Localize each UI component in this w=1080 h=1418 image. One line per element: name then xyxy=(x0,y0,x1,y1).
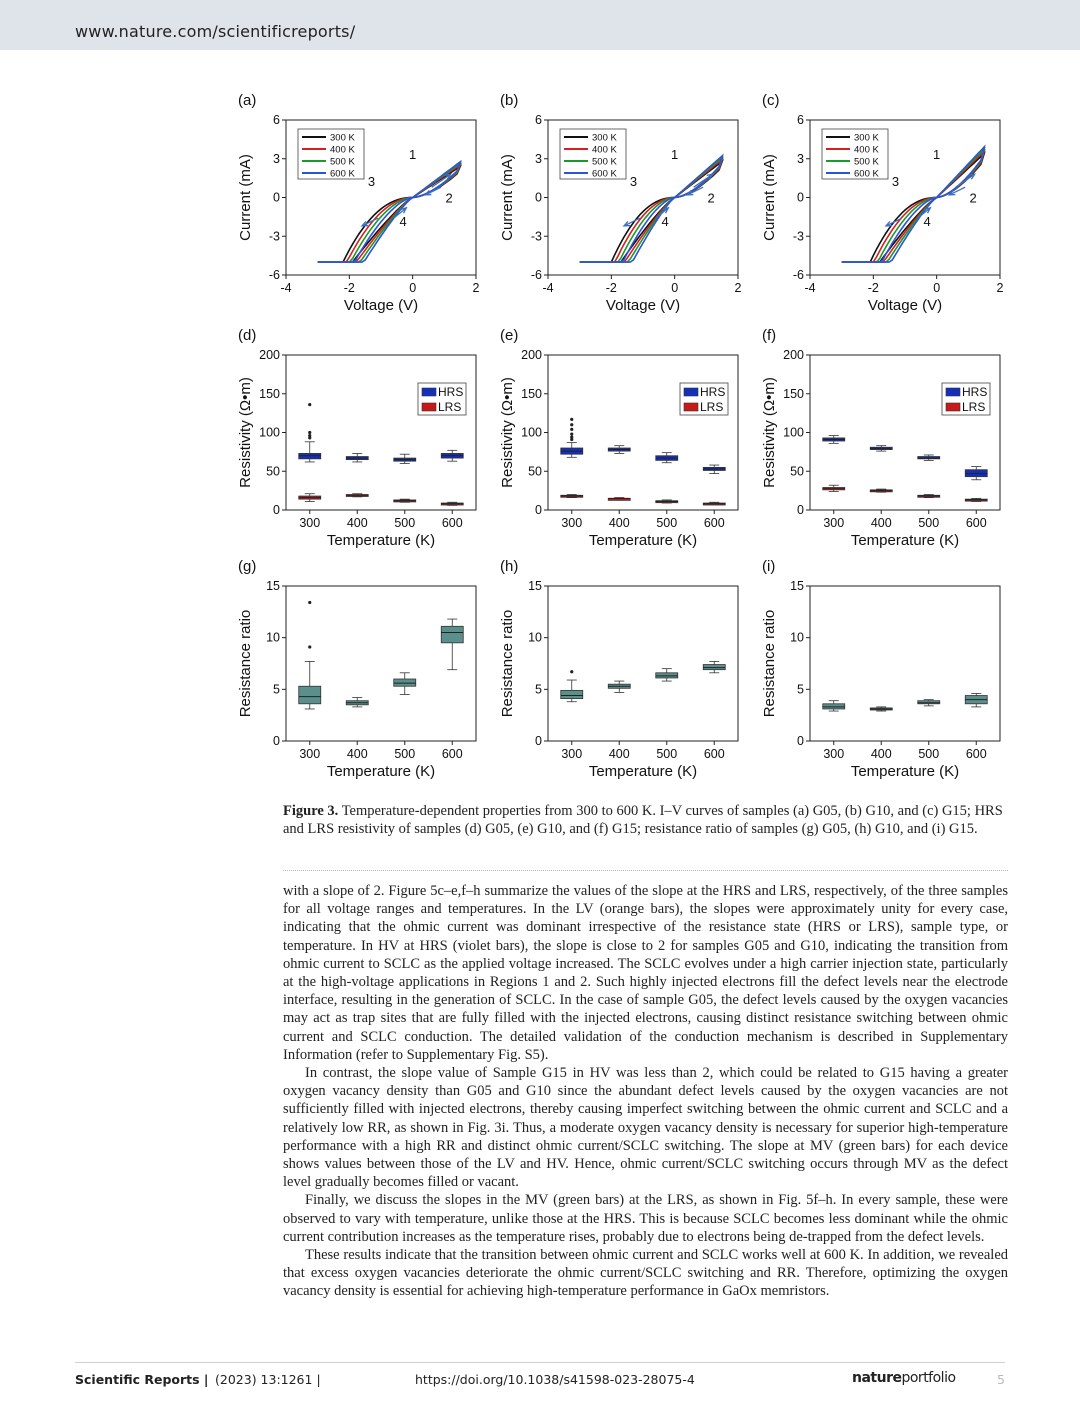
panel-label: (h) xyxy=(500,558,519,575)
box-iqr xyxy=(299,686,321,704)
legend-label: 400 K xyxy=(592,144,617,156)
x-axis-label: Temperature (K) xyxy=(588,763,698,780)
y-tick-label: 3 xyxy=(535,151,542,166)
chart-panel xyxy=(230,320,492,565)
y-tick-label: 50 xyxy=(528,464,542,479)
figure-caption xyxy=(283,802,1008,838)
x-tick-label: 400 xyxy=(346,747,368,761)
y-tick-label: 0 xyxy=(273,734,280,748)
box-iqr xyxy=(441,626,463,643)
region-label: 1 xyxy=(933,146,941,162)
chart-panel xyxy=(492,551,754,796)
legend-label: 500 K xyxy=(592,156,617,168)
x-tick-label: 300 xyxy=(823,747,845,761)
chart-panel xyxy=(230,551,492,796)
paragraph: with a slope of 2. Figure 5c–e,f–h summarize the values of the slope at the HRS and LRS, respectively, of the three samples for all voltage ranges and temperatures. In the LV (orange bars), the slopes were approximately unity for every case, indicating that the ohmic current was dominant irrespective of the resistance state (HRS or LRS), sample type, or temperature. In HV at HRS (violet bars), the slope is close to 2 for samples G05 and G10, indicating the transition from ohmic current to SCLC as the applied voltage increased. The SCLC evolves under a high carrier injection state, particularly at the high-voltage applications in Regions 1 and 2. Such highly injected electrons fill the defect levels near the electrode interface, resulting in the generation of SCLC. In the case of sample G05, the defect levels caused by the oxygen vacancies may act as trap sites that are fully filled with the injected electrons, causing distinct resistance switching between ohmic current and SCLC conduction. The detailed validation of the conduction mechanism is described in Supplementary Information (refer to Supplementary Fig. S5). xyxy=(283,883,1008,1063)
y-tick-label: -6 xyxy=(268,268,280,282)
y-tick-label: -6 xyxy=(530,268,542,282)
y-tick-label: 15 xyxy=(266,579,280,593)
x-tick-label: 500 xyxy=(918,516,940,530)
outlier-point xyxy=(308,436,311,439)
y-tick-label: 6 xyxy=(535,113,542,127)
x-tick-label: -4 xyxy=(542,281,554,295)
y-tick-label: 0 xyxy=(535,734,542,748)
x-tick-label: 400 xyxy=(870,516,892,530)
chart-panel xyxy=(754,551,1016,796)
legend-label: 500 K xyxy=(854,156,879,168)
paragraph: These results indicate that the transition between ohmic current and SCLC works well at 600 K. In addition, we revealed that excess oxygen vacancies deteriorate the ohmic current/SCLC switching and RR. Therefore, optimizing the oxygen vacancy density is essential for achieving high-temperature performance in GaOx memristors. xyxy=(283,1247,1008,1300)
y-tick-label: 5 xyxy=(535,682,542,697)
x-axis-label: Temperature (K) xyxy=(850,763,960,780)
legend xyxy=(298,129,364,180)
outlier-point xyxy=(570,418,573,421)
y-tick-label: 0 xyxy=(797,503,804,517)
footer-doi-link[interactable]: https://doi.org/10.1038/s41598-023-28075-4 xyxy=(415,1372,695,1387)
y-tick-label: 150 xyxy=(259,386,280,401)
panel-label: (b) xyxy=(500,92,519,109)
y-tick-label: -3 xyxy=(530,229,542,244)
x-tick-label: 500 xyxy=(656,747,678,761)
x-tick-label: -2 xyxy=(605,281,617,295)
y-tick-label: 3 xyxy=(273,151,280,166)
legend-label: 300 K xyxy=(592,132,617,144)
x-tick-label: 300 xyxy=(823,516,845,530)
page-number: 5 xyxy=(997,1372,1005,1387)
legend-label: 600 K xyxy=(330,168,355,180)
y-tick-label: 100 xyxy=(783,425,804,440)
page-header xyxy=(0,0,1080,50)
caption-text: Temperature-dependent properties from 300 to 600 K. I–V curves of samples (a) G05, (b) G10, and (c) G15; HRS and LRS resistivity of samples (d) G05, (e) G10, and (f) G15; resistance ratio of samples (g) G05, (h) G10, and (i) G15. xyxy=(283,803,1003,837)
box-iqr xyxy=(918,701,940,704)
y-tick-label: 0 xyxy=(797,734,804,748)
y-tick-label: 200 xyxy=(259,348,280,362)
x-tick-label: 400 xyxy=(608,747,630,761)
y-tick-label: 200 xyxy=(783,348,804,362)
y-tick-label: 0 xyxy=(273,190,280,205)
x-tick-label: 2 xyxy=(996,281,1004,295)
plot-frame xyxy=(286,586,476,741)
legend-label: 600 K xyxy=(854,168,879,180)
x-tick-label: -2 xyxy=(867,281,879,295)
y-axis-label: Resistivity (Ω•m) xyxy=(761,377,778,488)
legend-swatch xyxy=(422,403,436,411)
footer-issue: (2023) 13:1261 | xyxy=(215,1372,321,1387)
region-label: 2 xyxy=(969,190,977,206)
x-tick-label: 600 xyxy=(441,516,463,530)
region-label: 2 xyxy=(707,190,715,206)
y-tick-label: 5 xyxy=(273,682,280,697)
y-axis-label: Resistance ratio xyxy=(237,609,254,718)
outlier-point xyxy=(570,428,573,431)
x-axis-label: Temperature (K) xyxy=(850,532,960,549)
x-axis-label: Voltage (V) xyxy=(867,297,943,314)
region-label: 4 xyxy=(661,213,669,229)
y-tick-label: -3 xyxy=(268,229,280,244)
legend-label: 400 K xyxy=(854,144,879,156)
x-tick-label: 600 xyxy=(965,747,987,761)
legend-label: LRS xyxy=(438,400,462,414)
legend-swatch xyxy=(946,403,960,411)
y-tick-label: 50 xyxy=(790,464,804,479)
y-axis-label: Current (mA) xyxy=(499,154,516,241)
paragraph: In contrast, the slope value of Sample G15 in HV was less than 2, which could be related to G15 having a greater oxygen vacancy density than G05 and G10 since the abundant defect levels caused by the oxygen vacancies are not sufficiently filled with injected electrons, thereby causing imperfect switching between the ohmic current and SCLC and a relatively low RR, as shown in Fig. 3i. Thus, a moderate oxygen vacancy density is necessary for superior high-temperature performance with a high RR and distinct ohmic current/SCLC switching. The slope at MV (green bars) for each device shows values between those of the LV and HV. Hence, ohmic current/SCLC switching occurs through MV as the defect level gradually becomes filled or vacant. xyxy=(283,1065,1008,1191)
x-axis-label: Temperature (K) xyxy=(588,532,698,549)
y-tick-label: 5 xyxy=(797,682,804,697)
page-footer xyxy=(75,1372,1005,1392)
panel-label: (a) xyxy=(238,92,257,109)
legend xyxy=(560,129,626,180)
region-label: 3 xyxy=(891,173,900,189)
x-tick-label: 400 xyxy=(346,516,368,530)
region-label: 4 xyxy=(923,213,931,229)
y-tick-label: 10 xyxy=(790,630,804,645)
box-iqr xyxy=(656,673,678,678)
region-label: 3 xyxy=(629,173,638,189)
y-tick-label: 150 xyxy=(521,386,542,401)
panel-label: (g) xyxy=(238,558,257,575)
y-tick-label: 0 xyxy=(797,190,804,205)
legend-label: HRS xyxy=(962,385,988,399)
chart-panel xyxy=(230,85,492,330)
region-label: 2 xyxy=(445,190,453,206)
y-axis-label: Resistivity (Ω•m) xyxy=(499,377,516,488)
x-axis-label: Temperature (K) xyxy=(326,532,436,549)
caption-divider xyxy=(283,870,1008,871)
legend-label: 500 K xyxy=(330,156,355,168)
y-axis-label: Resistivity (Ω•m) xyxy=(237,377,254,488)
region-label: 1 xyxy=(671,146,679,162)
x-tick-label: 2 xyxy=(734,281,742,295)
plot-frame xyxy=(810,355,1000,510)
plot-frame xyxy=(548,586,738,741)
legend-label: LRS xyxy=(962,400,986,414)
legend-swatch xyxy=(684,388,698,396)
x-tick-label: -4 xyxy=(804,281,816,295)
footer-journal: Scientific Reports | xyxy=(75,1372,209,1387)
x-tick-label: 600 xyxy=(441,747,463,761)
box-iqr xyxy=(703,665,725,670)
legend-swatch xyxy=(422,388,436,396)
legend xyxy=(680,383,728,415)
footer-divider xyxy=(75,1362,1005,1363)
y-tick-label: 150 xyxy=(783,386,804,401)
legend-label: 400 K xyxy=(330,144,355,156)
x-axis-label: Voltage (V) xyxy=(343,297,419,314)
legend-label: HRS xyxy=(438,385,464,399)
outlier-point xyxy=(308,403,311,406)
y-axis-label: Current (mA) xyxy=(237,154,254,241)
legend-label: LRS xyxy=(700,400,724,414)
x-tick-label: 600 xyxy=(965,516,987,530)
panel-label: (c) xyxy=(762,92,780,109)
y-tick-label: 50 xyxy=(266,464,280,479)
y-tick-label: 6 xyxy=(797,113,804,127)
x-tick-label: 300 xyxy=(299,516,321,530)
outlier-point xyxy=(308,601,311,604)
x-tick-label: 500 xyxy=(394,747,416,761)
x-tick-label: 400 xyxy=(870,747,892,761)
x-tick-label: 500 xyxy=(656,516,678,530)
chart-panel xyxy=(754,320,1016,565)
y-tick-label: 15 xyxy=(790,579,804,593)
plot-frame xyxy=(286,355,476,510)
y-axis-label: Current (mA) xyxy=(761,154,778,241)
x-tick-label: -4 xyxy=(280,281,292,295)
legend-swatch xyxy=(946,388,960,396)
x-tick-label: 600 xyxy=(703,747,725,761)
panel-label: (i) xyxy=(762,558,776,575)
legend-label: 300 K xyxy=(854,132,879,144)
y-axis-label: Resistance ratio xyxy=(761,609,778,718)
legend xyxy=(822,129,888,180)
x-tick-label: 300 xyxy=(561,516,583,530)
header-url[interactable]: www.nature.com/scientificreports/ xyxy=(75,22,356,41)
region-label: 1 xyxy=(409,146,417,162)
x-tick-label: -2 xyxy=(343,281,355,295)
legend xyxy=(418,383,466,415)
box-iqr xyxy=(561,690,583,698)
x-tick-label: 500 xyxy=(394,516,416,530)
y-tick-label: -3 xyxy=(792,229,804,244)
outlier-point xyxy=(308,645,311,648)
legend-label: 600 K xyxy=(592,168,617,180)
x-tick-label: 300 xyxy=(299,747,321,761)
chart-panel xyxy=(492,320,754,565)
y-tick-label: 0 xyxy=(273,503,280,517)
x-axis-label: Voltage (V) xyxy=(605,297,681,314)
y-tick-label: 100 xyxy=(521,425,542,440)
outlier-point xyxy=(308,431,311,434)
y-tick-label: -6 xyxy=(792,268,804,282)
caption-title: Figure 3. xyxy=(283,803,339,819)
y-tick-label: 0 xyxy=(535,190,542,205)
y-axis-label: Resistance ratio xyxy=(499,609,516,718)
y-tick-label: 3 xyxy=(797,151,804,166)
box-iqr xyxy=(823,704,845,709)
x-tick-label: 0 xyxy=(409,281,417,295)
y-tick-label: 200 xyxy=(521,348,542,362)
y-tick-label: 10 xyxy=(528,630,542,645)
legend xyxy=(942,383,990,415)
y-tick-label: 6 xyxy=(273,113,280,127)
body-text xyxy=(283,882,1008,1301)
legend-swatch xyxy=(684,403,698,411)
y-tick-label: 10 xyxy=(266,630,280,645)
chart-panel xyxy=(492,85,754,330)
y-tick-label: 15 xyxy=(528,579,542,593)
outlier-point xyxy=(570,423,573,426)
y-tick-label: 0 xyxy=(535,503,542,517)
legend-label: 300 K xyxy=(330,132,355,144)
region-label: 4 xyxy=(399,213,407,229)
x-axis-label: Temperature (K) xyxy=(326,763,436,780)
paragraph: Finally, we discuss the slopes in the MV (green bars) at the LRS, as shown in Fig. 5f–h. In every sample, these were observed to vary with temperature, unlike those at the HRS. This is because SCLC becomes less dominant while the ohmic current contribution increases as the temperature rises, probably due to electrons being de-trapped from the defect levels. xyxy=(283,1192,1008,1245)
outlier-point xyxy=(570,432,573,435)
panel-label: (f) xyxy=(762,327,777,344)
x-tick-label: 400 xyxy=(608,516,630,530)
plot-frame xyxy=(810,586,1000,741)
nature-portfolio-logo: natureportfolio xyxy=(852,1370,956,1386)
box-iqr xyxy=(394,679,416,686)
panel-label: (e) xyxy=(500,327,519,344)
iv-curve-300k xyxy=(318,167,461,263)
chart-panel xyxy=(754,85,1016,330)
x-tick-label: 0 xyxy=(671,281,679,295)
x-tick-label: 300 xyxy=(561,747,583,761)
x-tick-label: 500 xyxy=(918,747,940,761)
x-tick-label: 600 xyxy=(703,516,725,530)
plot-frame xyxy=(548,355,738,510)
x-tick-label: 0 xyxy=(933,281,941,295)
outlier-point xyxy=(570,438,573,441)
y-tick-label: 100 xyxy=(259,425,280,440)
region-label: 3 xyxy=(367,173,376,189)
panel-label: (d) xyxy=(238,327,257,344)
x-tick-label: 2 xyxy=(472,281,480,295)
outlier-point xyxy=(570,670,573,673)
legend-label: HRS xyxy=(700,385,726,399)
